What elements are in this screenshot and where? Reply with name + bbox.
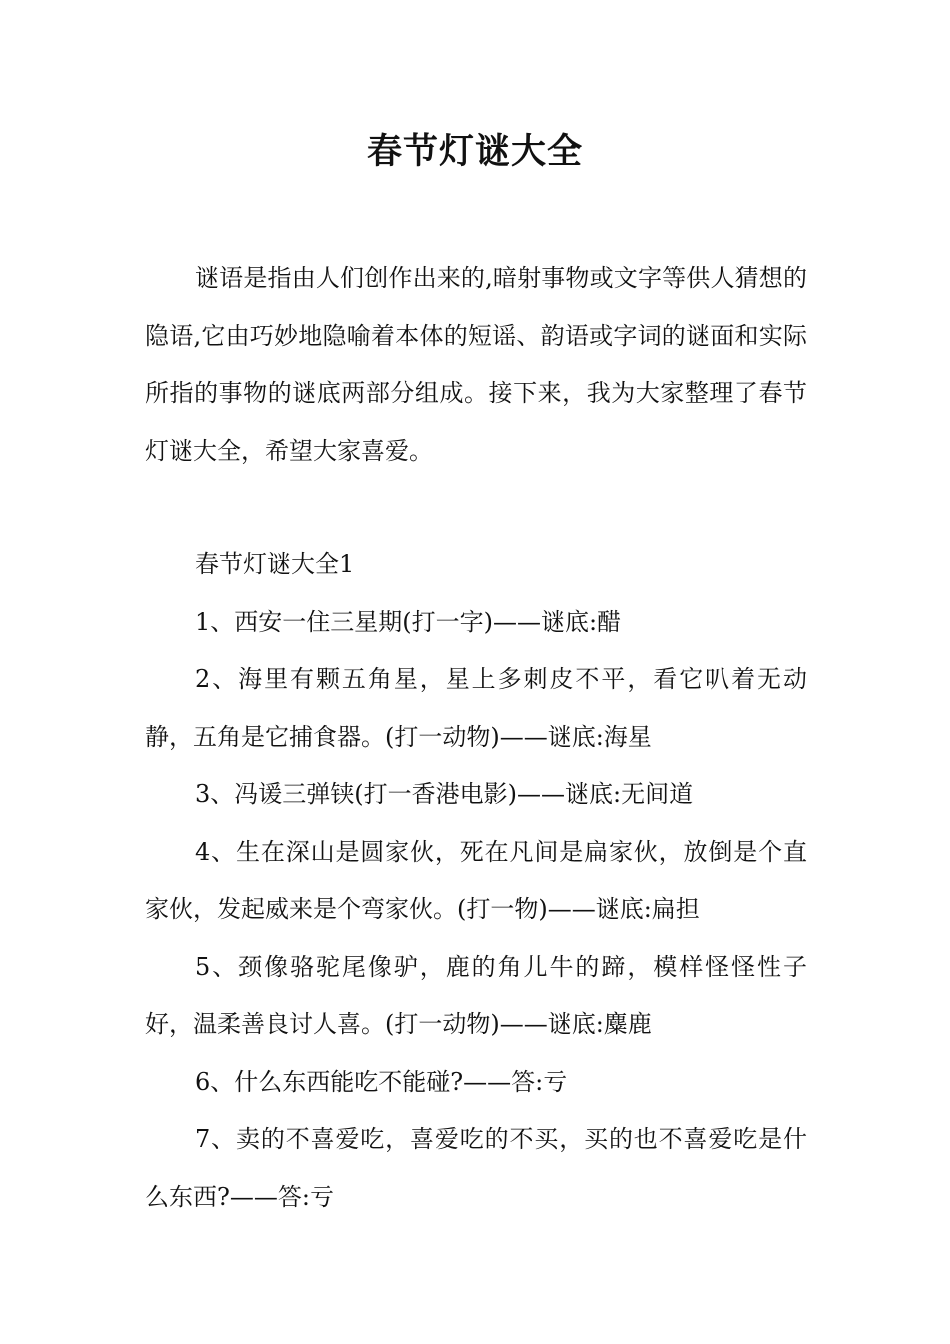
riddle-item-2: 2、海里有颗五角星，星上多刺皮不平，看它叭着无动静，五角是它捕食器。(打一动物)——谜底:海星 xyxy=(145,665,807,751)
riddle-item-3: 3、冯谖三弹铗(打一香港电影)——谜底:无间道 xyxy=(195,780,694,808)
intro-paragraph: 谜语是指由人们创作出来的,暗射事物或文字等供人猜想的隐语,它由巧妙地隐喻着本体的短谣、韵语或字词的谜面和实际所指的事物的谜底两部分组成。接下来，我为大家整理了春节灯谜大全，希望大家喜爱。 xyxy=(145,264,807,465)
riddle-item-7: 7、卖的不喜爱吃，喜爱吃的不买，买的也不喜爱吃是什么东西?——答:亏 xyxy=(145,1125,807,1211)
riddle-item-6: 6、什么东西能吃不能碰?——答:亏 xyxy=(195,1067,568,1096)
riddle-item-4: 4、生在深山是圆家伙，死在凡间是扁家伙，放倒是个直家伙，发起威来是个弯家伙。(打一物)——谜底:扁担 xyxy=(145,837,807,923)
riddle-item-1: 1、西安一住三星期(打一字)——谜底:醋 xyxy=(195,607,622,636)
intro-section xyxy=(145,250,807,480)
riddle-list xyxy=(145,536,807,1226)
section-heading: 春节灯谜大全1 xyxy=(195,550,355,578)
riddle-item-5: 5、颈像骆驼尾像驴，鹿的角儿牛的蹄，模样怪怪性子好，温柔善良讨人喜。(打一动物)——谜底:麋鹿 xyxy=(145,952,807,1038)
page-title: 春节灯谜大全 xyxy=(366,131,583,172)
